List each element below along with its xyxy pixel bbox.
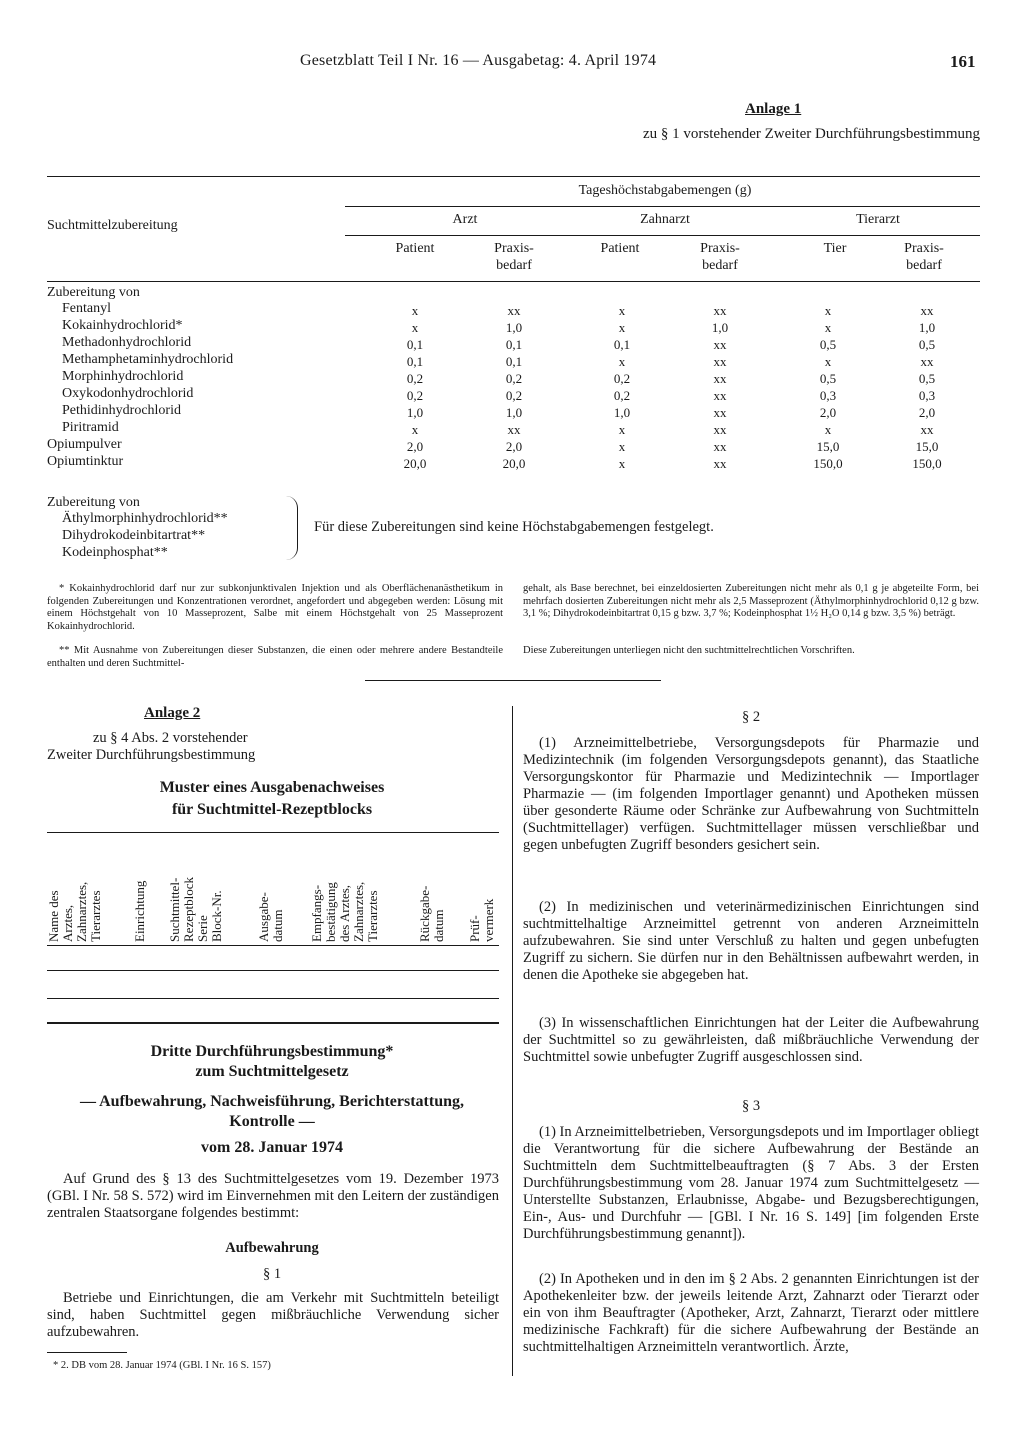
anlage2-title2: für Suchtmittel-Rezeptblocks	[171, 801, 373, 818]
form-col-rueckgabe: Rückgabe- datum	[417, 885, 446, 942]
p2-para2: (2) In medizinischen und veterinärmedizinischen Einrichtungen sind suchtmittelhaltige Arzneimittel getrennt von anderen Arzneimitteln aufzubewahren. Sie sind unter Verschluß zu halten und gegen unbefugten Zugriff zu sichern. Sie dürfen nur in den Behältnissen aufbewahrt werden, in denen die Apotheke sie abgegeben hat.	[523, 899, 979, 983]
cell: 0,1	[505, 337, 523, 352]
footnote-right2: Diese Zubereitungen unterliegen nicht den suchtmittelrechtlichen Vorschriften.	[523, 645, 855, 656]
drug-name: Pethidinhydrochlorid	[62, 403, 181, 418]
drug-name: Piritramid	[62, 420, 119, 435]
cell: xx	[920, 303, 934, 318]
footnote-left: * Kokainhydrochlorid darf nur zur subkonjunktivalen Injektion und als Oberflächenanästhetikum in folgenden Zubereitungen und Konzentrationen verordnet, angefordert und abgegeben werden: Lösung mit einem Höchstgehalt von 10 Masseprozent, Salbe mit einem Höchstgehalt von 25 Masseprozent Kokainhydrochlorid.	[47, 583, 503, 632]
anlage2-sub1: zu § 4 Abs. 2 vorstehender	[93, 730, 248, 746]
cell: 0,5	[819, 337, 837, 352]
form-bottom-rule	[47, 1022, 499, 1024]
cell: 1,0	[406, 405, 424, 420]
group-tierarzt: Tierarzt	[856, 212, 900, 227]
anlage2-title1: Muster eines Ausgabenachweises	[159, 779, 385, 796]
cell: x	[824, 422, 832, 437]
anlage2-heading: Anlage 2	[144, 705, 201, 721]
form-top-rule	[47, 832, 499, 833]
cell: x	[618, 320, 626, 335]
drug-name: Methadonhydrochlorid	[62, 335, 192, 350]
group-zahnarzt: Zahnarzt	[640, 212, 690, 227]
cell: 0,2	[406, 371, 424, 386]
cell: 0,3	[918, 388, 936, 403]
page-header: Gesetzblatt Teil I Nr. 16 — Ausgabetag: 4. April 1974	[300, 52, 657, 69]
dritte-title1: Dritte Durchführungsbestimmung*	[150, 1043, 394, 1060]
cell: xx	[713, 405, 727, 420]
form-col-name: Name des Arztes, Zahnarztes, Tierarztes	[46, 881, 103, 942]
cell: x	[824, 303, 832, 318]
drug-name: Methamphetaminhydrochlorid	[62, 352, 234, 367]
cell: 2,0	[918, 405, 936, 420]
subgroup-rule	[345, 235, 980, 236]
cell: 15,0	[915, 439, 939, 454]
cell: xx	[920, 422, 934, 437]
cell: 0,1	[505, 354, 523, 369]
p2-para3: (3) In wissenschaftlichen Einrichtungen hat der Leiter die Aufbewahrung der Suchtmittel so zu gewährleisten, daß mißbräuchliche Verwendung der Suchtmittel sowie unbefugter Zugriff ausgeschlossen sind.	[523, 1015, 979, 1065]
page-number: 161	[950, 52, 976, 71]
cell: 2,0	[406, 439, 424, 454]
cell: xx	[507, 422, 521, 437]
group-arzt: Arzt	[452, 212, 478, 227]
cell: 0,2	[613, 388, 631, 403]
cell: 0,2	[613, 371, 631, 386]
footnote-rule	[47, 1352, 127, 1353]
cell: 1,0	[918, 320, 936, 335]
drug-name: Kokainhydrochlorid*	[62, 318, 183, 333]
form-col-einrichtung: Einrichtung	[132, 880, 147, 942]
cell: 0,1	[406, 354, 424, 369]
p2-para1: (1) Arzneimittelbetriebe, Versorgungsdepots für Pharmazie und Medizintechnik (im folgenden Versorgungsdepots genannt), das Staatliche Versorgungskontor für Pharmazie und Medizintechnik — Importlager Pharmazie — (im folgenden Importlager genannt) und Apotheken müssen über gesonderte Räume oder Schränke zur Aufbewahrung von Suchtmitteln (Suchtmittellager) verfügen. Suchtmittellager müssen verschließbar und gegen unbefugten Zugriff besonders gesichert sein.	[523, 735, 979, 853]
dritte-para1-label: § 1	[262, 1266, 282, 1282]
form-rule	[47, 945, 499, 946]
column-divider	[512, 706, 513, 1376]
cell: 0,2	[406, 388, 424, 403]
dritte-footnote: * 2. DB vom 28. Januar 1974 (GBl. I Nr. 16 S. 157)	[53, 1360, 271, 1371]
table-top-rule	[47, 176, 980, 177]
subcol-4: Praxis- bedarf	[700, 241, 740, 273]
cell: xx	[713, 371, 727, 386]
cell: x	[618, 422, 626, 437]
cell: xx	[713, 456, 727, 471]
cell: 150,0	[912, 456, 942, 471]
form-col-rezeptblock: Suchtmittel- Rezeptblock Serie Block-Nr.	[167, 877, 224, 942]
form-col-ausgabedatum: Ausgabe- datum	[256, 892, 285, 942]
cell: xx	[713, 303, 727, 318]
section-label: Zubereitung von	[47, 285, 140, 300]
cell: x	[618, 439, 626, 454]
cell: 20,0	[502, 456, 526, 471]
p3-para2: (2) In Apotheken und in den im § 2 Abs. 2 genannten Einrichtungen ist der Apothekenleiter bzw. der jeweils leitende Arzt, Zahnarzt oder Tierarzt oder ein von ihm Beauftragter (Apotheker, Arzt, Zahnarzt, Tierarzt oder mittlere medizinische Fachkraft) für die sichere Aufbewahrung der Bestände an suchtmittelhaltigen Arzneimitteln verantwortlich. Ärzte,	[523, 1271, 979, 1355]
cell: 1,0	[711, 320, 729, 335]
dritte-date: vom 28. Januar 1974	[201, 1139, 343, 1156]
p3-para1: (1) In Arzneimittelbetrieben, Versorgungsdepots und im Importlager obliegt die Verantwortung für die sichere Aufbewahrung der Bestände an Suchtmitteln dem Suchtmittelbeauftragten (§ 7 Abs. 3 der Ersten Durchführungsbestimmung vom 28. Januar 1974 zum Suchtmittelgesetz — Unterstellte Substanzen, Erlaubnisse, Abgabe- und Bezugsberechtigungen, Ein-, Aus- und Durchfuhr — [GBl. I Nr. 16 S. 149] [im folgenden Erste Durchführungsbestimmung genannt]).	[523, 1124, 980, 1242]
drug-name: Oxykodonhydrochlorid	[62, 386, 194, 401]
section2-note: Für diese Zubereitungen sind keine Höchstabgabemengen festgelegt.	[314, 519, 714, 535]
section2-item: Kodeinphosphat**	[62, 545, 168, 560]
dritte-para1: Betriebe und Einrichtungen, die am Verkehr mit Suchtmitteln beteiligt sind, haben Suchtmittel gegen mißbräuchliche Verwendung sicher aufzubewahren.	[47, 1290, 499, 1340]
subcol-2: Praxis- bedarf	[494, 241, 534, 273]
form-col-pruef: Prüf- vermerk	[467, 898, 496, 942]
dritte-title2: zum Suchtmittelgesetz	[195, 1063, 349, 1080]
anlage1-subheading: zu § 1 vorstehender Zweiter Durchführungsbestimmung	[643, 126, 980, 142]
cell: x	[618, 456, 626, 471]
p3-label: § 3	[741, 1098, 761, 1114]
subcol-5: Tier	[823, 241, 847, 256]
cell: 20,0	[403, 456, 427, 471]
cell: 0,5	[918, 337, 936, 352]
cell: x	[618, 303, 626, 318]
cell: xx	[713, 439, 727, 454]
cell: x	[824, 354, 832, 369]
cell: x	[618, 354, 626, 369]
dritte-sub1: — Aufbewahrung, Nachweisführung, Berichterstattung,	[79, 1093, 464, 1110]
section-divider	[365, 680, 661, 681]
drug-name: Morphinhydrochlorid	[62, 369, 184, 384]
subcol-1: Patient	[395, 241, 435, 256]
cell: 0,2	[505, 388, 523, 403]
cell: 0,3	[819, 388, 837, 403]
cell: 2,0	[505, 439, 523, 454]
dritte-sub2: Kontrolle —	[229, 1113, 315, 1130]
cell: xx	[507, 303, 521, 318]
cell: 0,5	[819, 371, 837, 386]
section2-item: Dihydrokodeinbitartrat**	[62, 528, 206, 543]
cell: xx	[713, 422, 727, 437]
dritte-intro: Auf Grund des § 13 des Suchtmittelgesetzes vom 19. Dezember 1973 (GBl. I Nr. 58 S. 572) wird im Einvernehmen mit den Leitern der zuständigen zentralen Staatsorgane folgendes bestimmt:	[47, 1171, 499, 1221]
form-rule	[47, 998, 499, 999]
subcol-3: Patient	[600, 241, 640, 256]
cell: xx	[713, 354, 727, 369]
cell: 2,0	[819, 405, 837, 420]
footnote-right: gehalt, als Base berechnet, bei einzeldosierten Zubereitungen nicht mehr als 0,1 g je abgeteilte Form, bei mehrfach dosierten Zubereitungen nicht mehr als 2,5 Masseprozent (Äthylmorphinhydrochlorid 0,12 g bzw. 3,1 %; Dihydrokodeinbitartrat 0,15 g bzw. 3,7 %; Kodeinphosphat 1½ H₂O 0,14 g bzw. 3,5 %) beträgt.	[523, 583, 979, 620]
cell: 1,0	[613, 405, 631, 420]
drug-name: Fentanyl	[62, 301, 111, 316]
section2-label: Zubereitung von	[47, 495, 140, 510]
cell: x	[824, 320, 832, 335]
dritte-section: Aufbewahrung	[225, 1240, 319, 1256]
cell: 0,2	[505, 371, 523, 386]
cell: 0,1	[406, 337, 424, 352]
cell: xx	[713, 388, 727, 403]
group-header: Tageshöchstabgabemengen (g)	[578, 183, 752, 198]
cell: 0,1	[613, 337, 631, 352]
cell: x	[411, 422, 419, 437]
form-rule	[47, 970, 499, 971]
cell: x	[411, 303, 419, 318]
subcol-6: Praxis- bedarf	[904, 241, 944, 273]
cell: xx	[713, 337, 727, 352]
drug-name: Opiumtinktur	[47, 454, 124, 469]
header-bottom-rule	[47, 281, 980, 282]
row-header: Suchtmittelzubereitung	[47, 218, 178, 233]
cell: 0,5	[918, 371, 936, 386]
cell: xx	[920, 354, 934, 369]
section2-item: Äthylmorphinhydrochlorid**	[62, 511, 228, 526]
anlage2-sub2: Zweiter Durchführungsbestimmung	[47, 747, 256, 763]
cell: 1,0	[505, 320, 523, 335]
cell: 150,0	[813, 456, 843, 471]
p2-label: § 2	[741, 709, 761, 725]
curly-brace	[283, 496, 298, 560]
anlage1-heading: Anlage 1	[745, 101, 802, 117]
form-col-empfang: Empfangs- bestätigung des Arztes, Zahnarztes, Tierarztes	[309, 881, 380, 942]
group-rule	[345, 206, 980, 207]
cell: 1,0	[505, 405, 523, 420]
drug-name: Opiumpulver	[47, 437, 122, 452]
cell: x	[411, 320, 419, 335]
footnote-left2: ** Mit Ausnahme von Zubereitungen dieser Substanzen, die einen oder mehrere andere Bestandteile enthalten und deren Suchtmittel-	[47, 645, 503, 669]
cell: 15,0	[816, 439, 840, 454]
